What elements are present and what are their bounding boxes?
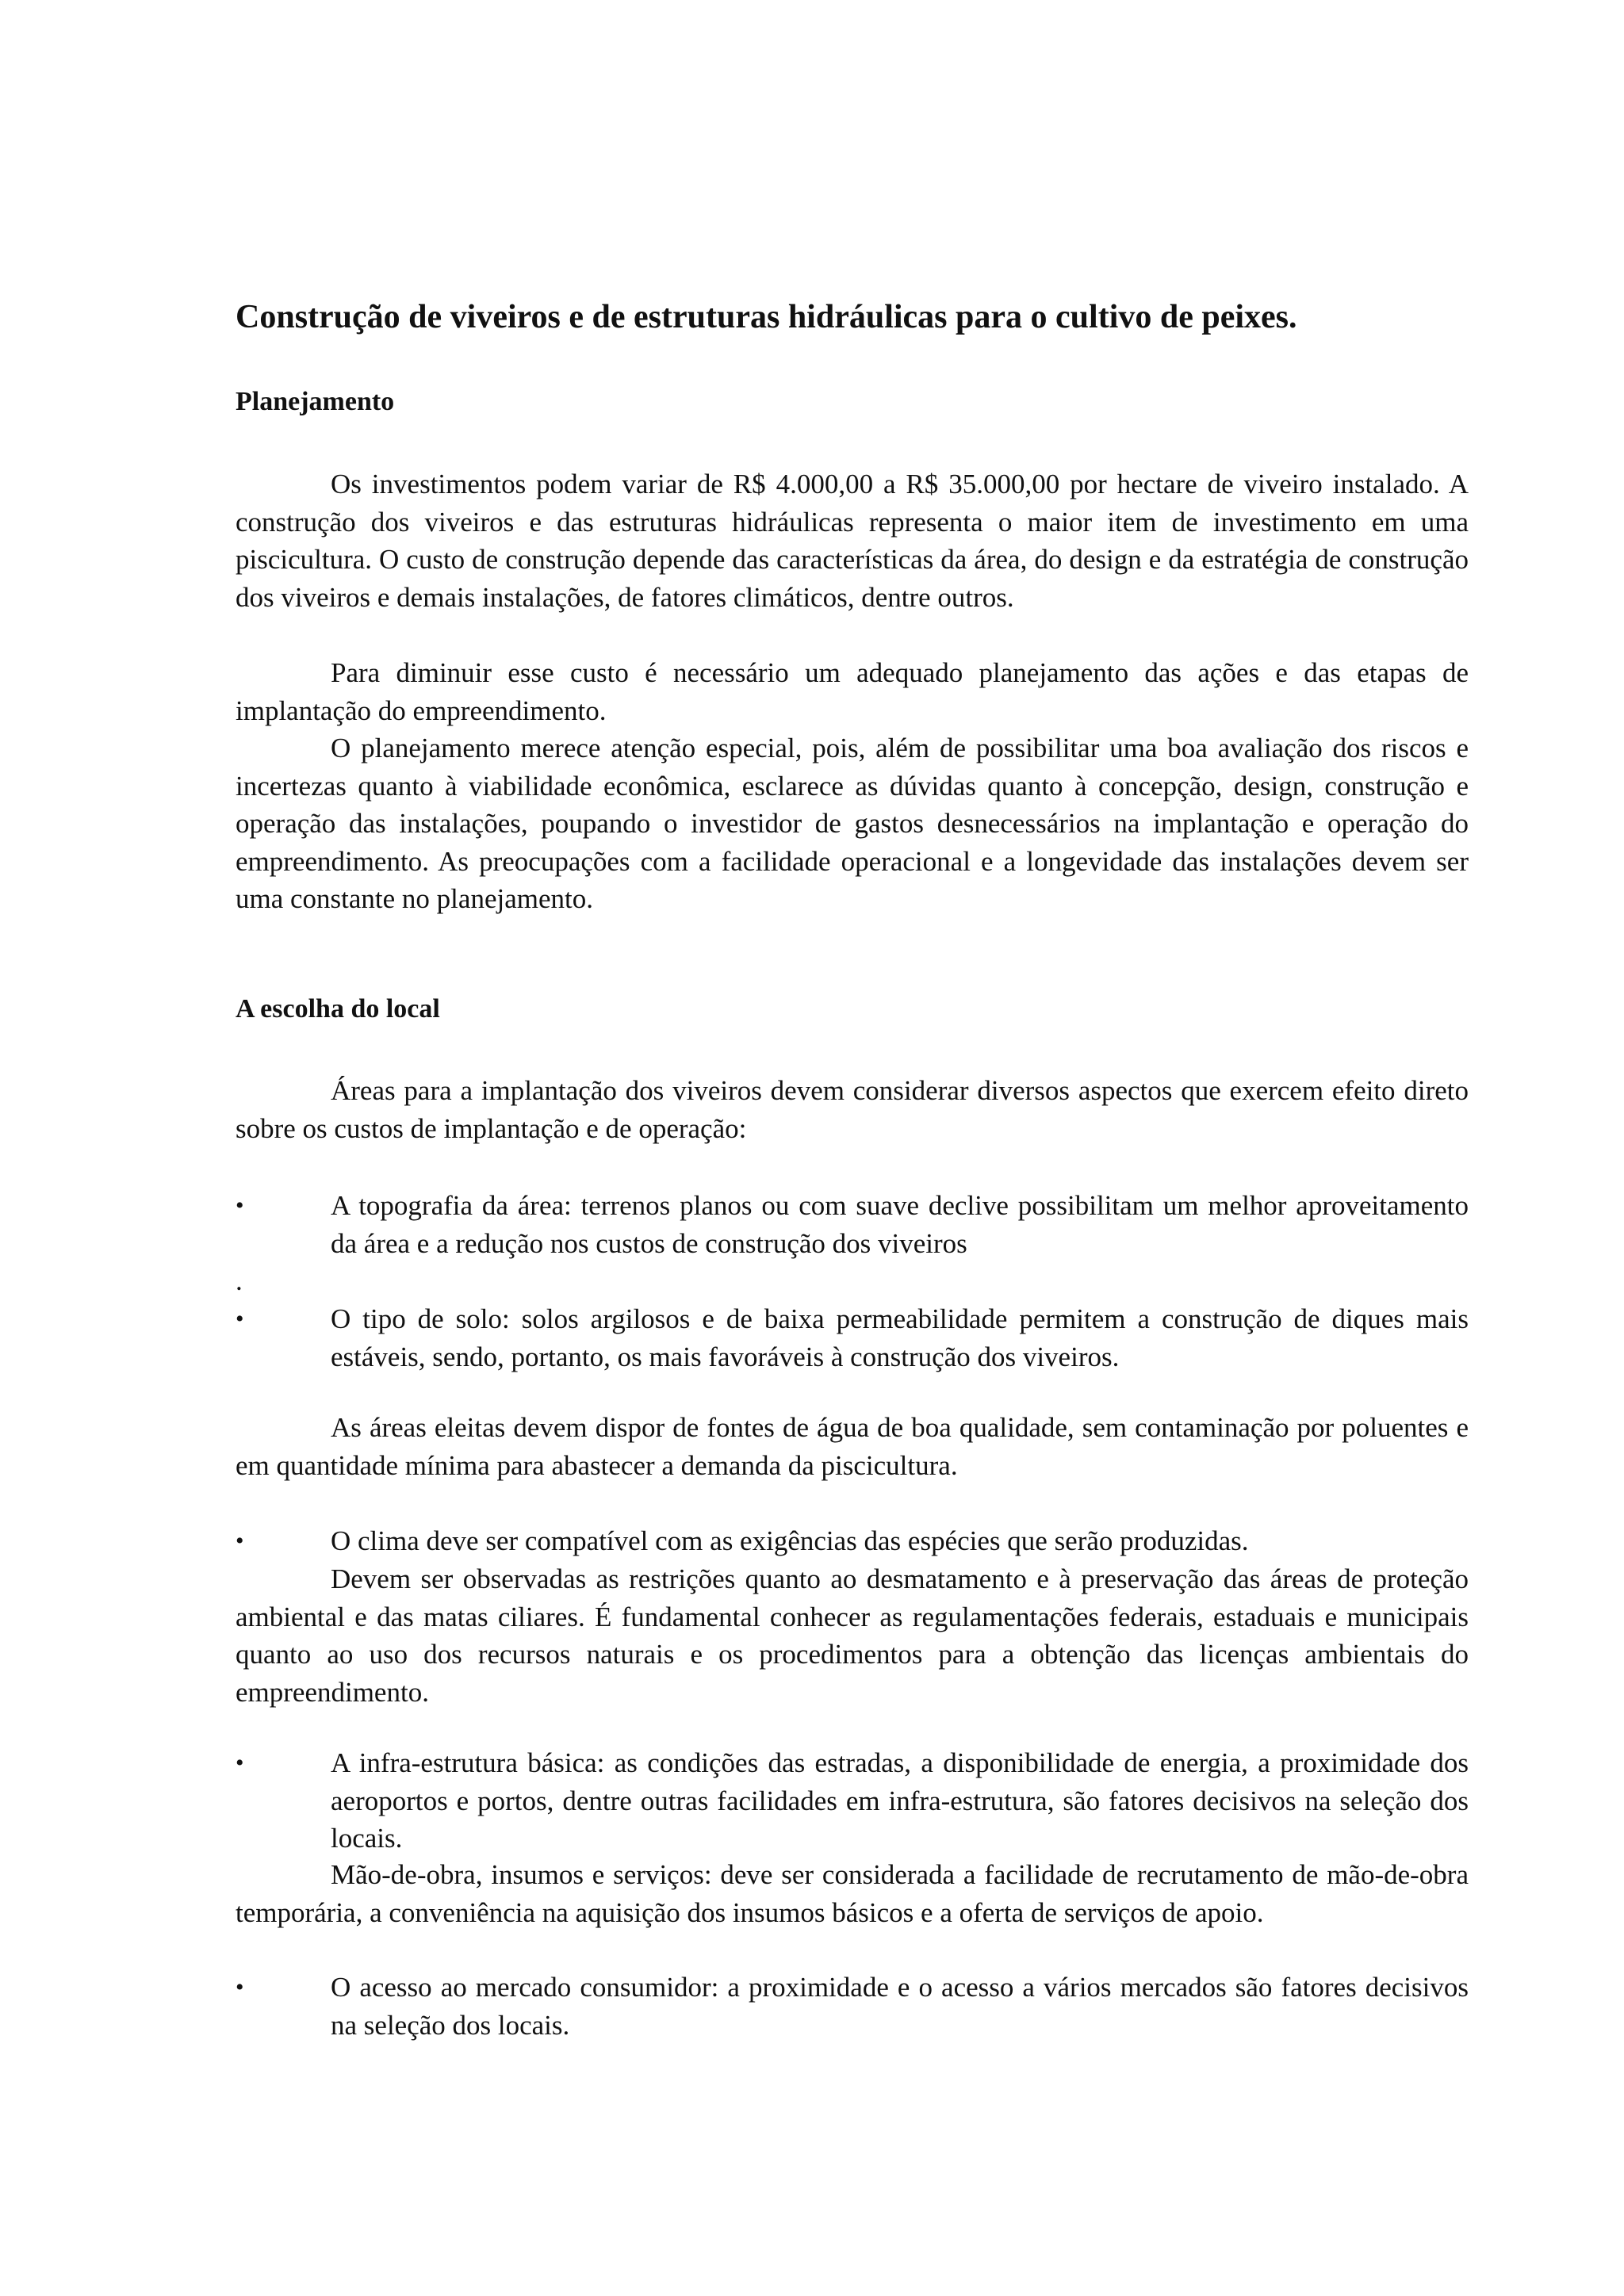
bullet-icon: • (236, 1528, 244, 1554)
stray-period: . (236, 1265, 243, 1296)
section-heading-escolha-local: A escolha do local (236, 994, 440, 1024)
paragraph-planejamento: O planejamento merece atenção especial, pois, além de possibilitar uma boa avaliação dos riscos e incertezas quanto à viabilidade econômica, esclarece as dúvidas quanto à concepção, design, construção e operação das instalações, poupando o investidor de gastos desnecessários na implantação e operação do empreendimento. As preocupações com a facilidade operacional e a longevidade das instalações devem ser uma constante no planejamento. (236, 733, 1469, 914)
list-item-text: A infra-estrutura básica: as condições das estradas, a disponibilidade de energia, a proximidade dos aeroportos e portos, dentre outras facilidades em infra-estrutura, são fatores decisivos na seleção dos locais. (331, 1747, 1469, 1854)
bullet-icon: • (236, 1306, 244, 1332)
list-item-text: O clima deve ser compatível com as exigências das espécies que serão produzidas. (331, 1525, 1249, 1556)
list-item-topografia (236, 1187, 1469, 1262)
bullet-icon: • (236, 1750, 244, 1776)
paragraph-diminuir-custo: Para diminuir esse custo é necessário um adequado planejamento das ações e das etapas de implantação do empreendimento. (236, 657, 1469, 726)
paragraph-investimentos: Os investimentos podem variar de R$ 4.000,00 a R$ 35.000,00 por hectare de viveiro instalado. A construção dos viveiros e das estruturas hidráulicas representa o maior item de investimento em uma piscicultura. O custo de construção depende das características da área, do design e da estratégia de construção dos viveiros e demais instalações, de fatores climáticos, dentre outros. (236, 469, 1469, 613)
bullet-icon: • (236, 1974, 244, 2000)
list-item-mercado (236, 1969, 1469, 2044)
paragraph-agua: As áreas eleitas devem dispor de fontes de água de boa qualidade, sem contaminação por poluentes e em quantidade mínima para abastecer a demanda da piscicultura. (236, 1412, 1469, 1481)
list-item-text: O acesso ao mercado consumidor: a proximidade e o acesso a vários mercados são fatores decisivos na seleção dos locais. (331, 1972, 1469, 2041)
document-title: Construção de viveiros e de estruturas hidráulicas para o cultivo de peixes. (236, 299, 1297, 335)
list-item-text: A topografia da área: terrenos planos ou com suave declive possibilitam um melhor aproveitamento da área e a redução nos custos de construção dos viveiros (331, 1190, 1469, 1259)
list-item-infra-estrutura (236, 1744, 1469, 1858)
paragraph-restricoes-ambientais: Devem ser observadas as restrições quanto ao desmatamento e à preservação das áreas de proteção ambiental e das matas ciliares. É fundamental conhecer as regulamentações federais, estaduais e municipais quanto ao uso dos recursos naturais e os procedimentos para a obtenção das licenças ambientais do empreendimento. (236, 1563, 1469, 1708)
paragraph-areas-intro: Áreas para a implantação dos viveiros devem considerar diversos aspectos que exercem efeito direto sobre os custos de implantação e de operação: (236, 1075, 1469, 1144)
bullet-icon: • (236, 1192, 244, 1219)
list-item-tipo-solo (236, 1300, 1469, 1376)
section-heading-planejamento: Planejamento (236, 387, 395, 416)
paragraph-mao-de-obra: Mão-de-obra, insumos e serviços: deve ser considerada a facilidade de recrutamento de mão-de-obra temporária, a conveniência na aquisição dos insumos básicos e a oferta de serviços de apoio. (236, 1859, 1469, 1928)
list-item-text: O tipo de solo: solos argilosos e de baixa permeabilidade permitem a construção de diques mais estáveis, sendo, portanto, os mais favoráveis à construção dos viveiros. (331, 1303, 1469, 1372)
list-item-clima (236, 1522, 1469, 1560)
